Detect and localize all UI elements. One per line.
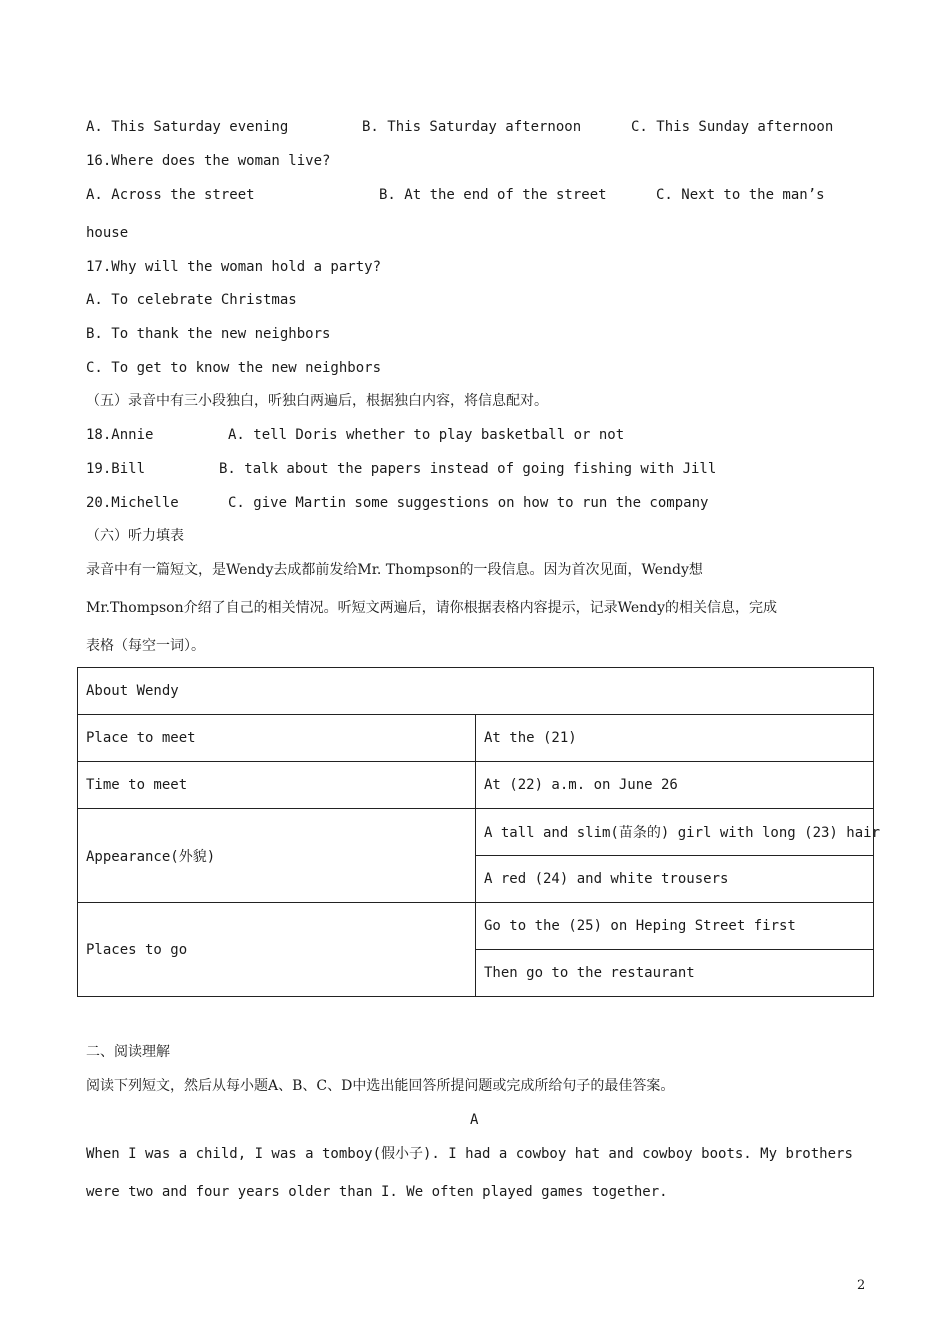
section5-heading: （五）录音中有三小段独白，听独白两遍后，根据独白内容，将信息配对。 [86, 393, 548, 409]
q17-option-a: A. To celebrate Christmas [86, 292, 297, 308]
match-option: A. tell Doris whether to play basketball or not [228, 427, 625, 443]
places-value-1: Go to the (25) on Heping Street first [476, 903, 874, 950]
wendy-info-table [77, 667, 881, 997]
place-value: At the (21) [476, 715, 874, 762]
table-row [78, 809, 874, 856]
appearance-value-2: A red (24) and white trousers [476, 856, 874, 903]
match-option: B. talk about the papers instead of going fishing with Jill [219, 461, 717, 477]
match-name: 18.Annie [86, 427, 154, 443]
q15-option-b: B. This Saturday afternoon [362, 119, 582, 135]
section6-intro-line1: 录音中有一篇短文，是Wendy去成都前发给Mr. Thompson的一段信息。因为首次见面，Wendy想 [86, 562, 703, 578]
table-header: About Wendy [78, 668, 874, 715]
q16-option-c-continued: house [86, 225, 129, 241]
match-option: C. give Martin some suggestions on how to run the company [228, 495, 709, 511]
section6-intro-line2: Mr.Thompson介绍了自己的相关情况。听短文两遍后，请你根据表格内容提示，记录Wendy的相关信息，完成 [86, 600, 778, 616]
passage-line-1: When I was a child, I was a tomboy(假小子). I had a cowboy hat and cowboy boots. My brothers [86, 1146, 853, 1162]
q16-option-c: C. Next to the man’s [656, 187, 825, 203]
q17-option-c: C. To get to know the new neighbors [86, 360, 382, 376]
match-name: 20.Michelle [86, 495, 179, 511]
q15-option-a: A. This Saturday evening [86, 119, 289, 135]
time-value: At (22) a.m. on June 26 [476, 762, 874, 809]
q15-option-c: C. This Sunday afternoon [631, 119, 834, 135]
passage-line-2: were two and four years older than I. We often played games together. [86, 1184, 668, 1200]
match-name: 19.Bill [86, 461, 146, 477]
q17-option-b: B. To thank the new neighbors [86, 326, 331, 342]
table-row [78, 903, 874, 950]
q16-question: 16.Where does the woman live? [86, 153, 331, 169]
page-number: 2 [857, 1278, 866, 1293]
q16-option-b: B. At the end of the street [379, 187, 607, 203]
section6-intro-line3: 表格（每空一词）。 [86, 638, 205, 654]
passage-label: A [470, 1112, 479, 1128]
time-label: Time to meet [78, 762, 476, 809]
appearance-label: Appearance(外貌) [78, 809, 476, 903]
table-row [78, 668, 874, 715]
places-value-2: Then go to the restaurant [476, 950, 874, 997]
table-row [78, 762, 874, 809]
place-label: Place to meet [78, 715, 476, 762]
q16-option-a: A. Across the street [86, 187, 255, 203]
reading-instruction: 阅读下列短文，然后从每小题A、B、C、D中选出能回答所提问题或完成所给句子的最佳答案。 [86, 1078, 675, 1094]
section6-heading: （六）听力填表 [86, 528, 184, 544]
appearance-value-1: A tall and slim(苗条的) girl with long (23) hair [476, 809, 874, 856]
reading-heading: 二、阅读理解 [86, 1044, 170, 1060]
table-row [78, 715, 874, 762]
places-label: Places to go [78, 903, 476, 997]
q17-question: 17.Why will the woman hold a party? [86, 259, 382, 275]
